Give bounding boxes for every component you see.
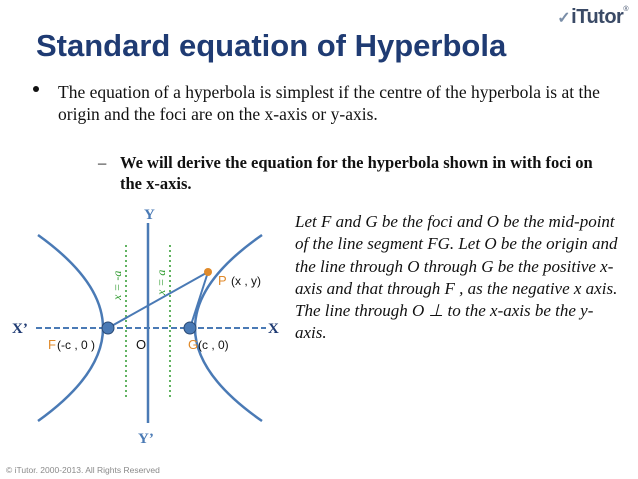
focus-g-coords: (c , 0) (198, 338, 229, 352)
directrix-right-label: x = a (154, 269, 168, 295)
y-axis-label-bottom: Y’ (138, 431, 154, 447)
focus-g-point (184, 322, 196, 334)
point-p (204, 268, 212, 276)
focus-f-coords: (-c , 0 ) (57, 338, 95, 352)
x-axis-label-left: X’ (12, 321, 28, 337)
origin-label: O (136, 337, 147, 352)
y-axis-label-top: Y (144, 207, 155, 223)
copyright-footer: © iTutor. 2000-2013. All Rights Reserved (6, 465, 160, 475)
hyperbola-diagram (0, 195, 290, 457)
focus-f-point (102, 322, 114, 334)
sub-bullet-text: We will derive the equation for the hyperbola shown in with foci on the x-axis. (120, 153, 593, 193)
point-p-coords: (x , y) (231, 274, 261, 288)
explanation-paragraph: Let F and G be the foci and O be the mid-point of the line segment FG. Let O be the origin and the line through O through G be the positive x-axis and that through F , as the negative x axis. The line through O ⊥ to the x-axis be the y-axis. (295, 212, 618, 343)
itutor-logo: ✓iTutor® (557, 6, 628, 28)
slide-title: Standard equation of Hyperbola (36, 28, 507, 63)
point-p-label: P (218, 273, 227, 288)
bullet-text: The equation of a hyperbola is simplest if the centre of the hyperbola is at the origin and the foci are on the x-axis or y-axis. (58, 82, 600, 124)
focus-f-label: F (48, 337, 56, 352)
sub-bullet-dash: – (98, 153, 107, 172)
bullet-point-icon (33, 86, 39, 92)
focus-g-label: G (188, 337, 199, 352)
x-axis-label-right: X (268, 321, 279, 337)
directrix-left-label: x = -a (110, 270, 124, 300)
logo-mark-icon: ✓ (557, 10, 571, 27)
